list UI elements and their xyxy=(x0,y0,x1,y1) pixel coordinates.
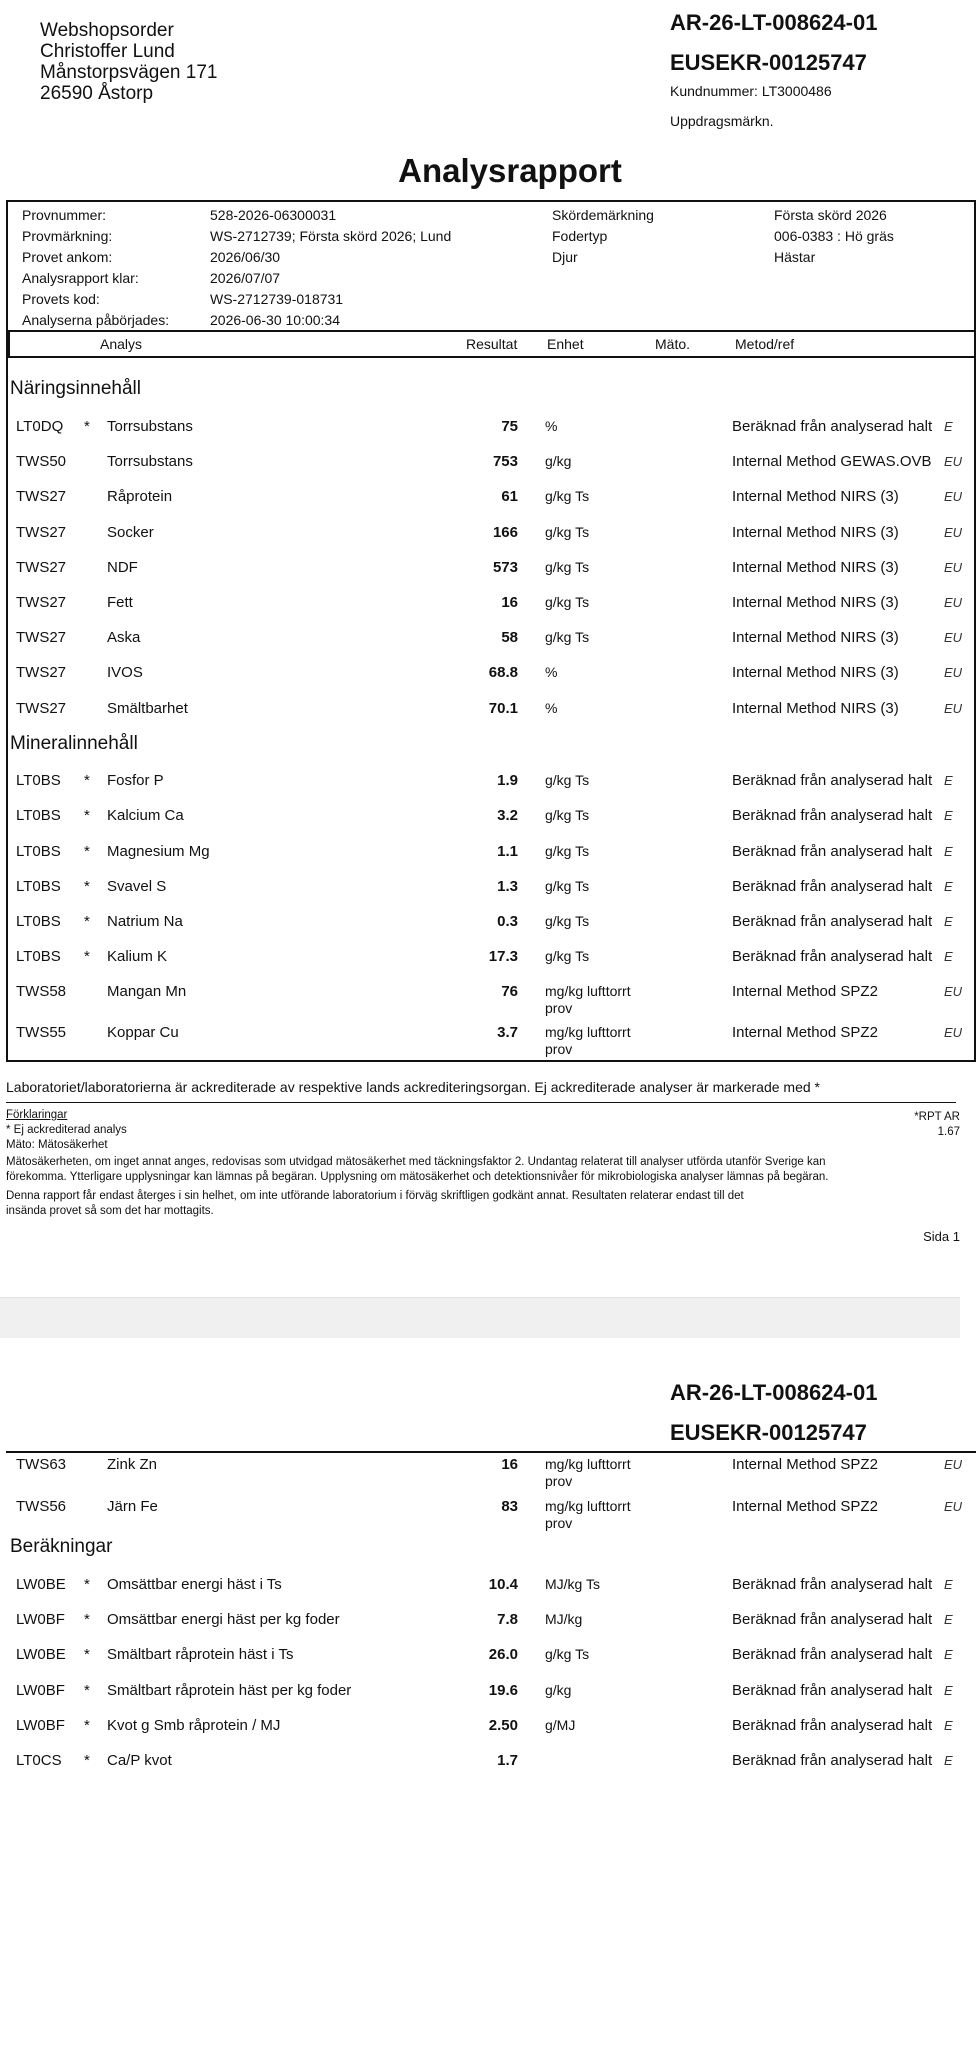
rpt-code xyxy=(914,1110,960,1140)
method-ref: Internal Method GEWAS.OVB xyxy=(732,453,932,471)
info-value: 2026-06-30 10:00:34 xyxy=(210,312,340,328)
analysis-name: Aska xyxy=(107,629,141,647)
result-value: 70.1 xyxy=(488,699,518,717)
page-title: Analysrapport xyxy=(398,152,622,189)
analysis-name: Fosfor P xyxy=(107,772,164,789)
unit xyxy=(545,418,557,435)
method-ref: Beräknad från analyserad halt xyxy=(732,843,933,860)
unit-line: prov xyxy=(545,1000,573,1016)
accreditation-mark: E xyxy=(944,914,953,929)
table-row xyxy=(0,1024,963,1060)
accreditation-mark: EU xyxy=(944,454,963,470)
report-id: AR-26-LT-008624-01 xyxy=(670,10,878,35)
section-heading: Näringsinnehåll xyxy=(10,378,141,399)
analysis-code: LW0BF xyxy=(16,1611,65,1629)
analysis-code: LW0BE xyxy=(16,1646,66,1664)
method-ref: Internal Method SPZ2 xyxy=(732,1498,878,1515)
legend-line: Denna rapport får endast återges i sin helhet, om inte utförande laboratorium i förväg skriftligen godkänt annat. Resultaten relaterar endast till det xyxy=(6,1190,744,1202)
analysis-code: TWS27 xyxy=(16,664,67,682)
non-accredited-marker: * xyxy=(84,418,90,435)
accreditation-mark: EU xyxy=(944,665,963,681)
analysis-code: LW0BF xyxy=(16,1716,65,1734)
rpt-line: *RPT AR xyxy=(914,1111,960,1123)
legend-line: * Ej ackrediterad analys xyxy=(6,1124,127,1136)
accreditation-mark: E xyxy=(944,1682,953,1698)
unit-line: mg/kg lufttorrt xyxy=(545,1456,631,1472)
unit-line: % xyxy=(545,664,558,681)
page-gap xyxy=(0,1297,960,1338)
method-ref: Internal Method NIRS (3) xyxy=(732,629,899,647)
analysis-name: Koppar Cu xyxy=(107,1024,179,1041)
col-enhet: Enhet xyxy=(547,336,584,352)
info-value: 006-0383 : Hö gräs xyxy=(774,228,894,244)
rpt-line: 1.67 xyxy=(937,1126,960,1138)
result-value: 7.8 xyxy=(497,1611,518,1629)
non-accredited-marker: * xyxy=(84,1576,90,1593)
analysis-name: Socker xyxy=(107,523,154,541)
method-ref: Beräknad från analyserad halt xyxy=(732,1752,933,1769)
result-value: 1.3 xyxy=(497,878,518,895)
table-row xyxy=(0,664,963,700)
result-value: 83 xyxy=(501,1498,518,1515)
result-value: 1.7 xyxy=(497,1752,518,1769)
accreditation-mark: EU xyxy=(944,524,963,540)
unit-line: g/kg Ts xyxy=(545,913,590,929)
table-row xyxy=(0,1498,963,1534)
sender-address xyxy=(40,20,217,104)
unit-line: g/kg xyxy=(545,1681,572,1698)
legend xyxy=(6,1102,956,1219)
result-value: 166 xyxy=(492,523,518,541)
result-value: 1.1 xyxy=(497,843,518,860)
non-accredited-marker: * xyxy=(84,948,90,965)
unit-line: MJ/kg Ts xyxy=(545,1576,600,1592)
unit-line: g/kg Ts xyxy=(545,488,590,505)
result-value: 1.9 xyxy=(497,772,518,789)
table-row xyxy=(0,913,960,949)
analysis-code: TWS63 xyxy=(16,1456,67,1473)
table-row xyxy=(0,878,960,914)
unit-line: g/kg Ts xyxy=(545,807,590,823)
result-value: 2.50 xyxy=(488,1716,518,1734)
table-row xyxy=(0,1646,960,1682)
unit-line: mg/kg lufttorrt xyxy=(545,1498,631,1514)
table-row xyxy=(0,772,960,808)
unit-line: g/kg Ts xyxy=(545,1646,590,1663)
unit-line: MJ/kg xyxy=(545,1611,583,1628)
result-value: 68.8 xyxy=(488,664,518,682)
non-accredited-marker: * xyxy=(84,807,90,824)
col-metod: Metod/ref xyxy=(735,336,795,352)
analysis-code: TWS56 xyxy=(16,1498,67,1515)
unit xyxy=(545,1456,631,1490)
table-row xyxy=(0,807,960,843)
unit-line: g/kg Ts xyxy=(545,523,590,540)
result-value: 3.7 xyxy=(497,1024,518,1041)
analysis-code: TWS27 xyxy=(16,488,67,506)
method-ref: Internal Method SPZ2 xyxy=(732,1024,878,1041)
non-accredited-marker: * xyxy=(84,1681,90,1699)
info-label: Provnummer: xyxy=(22,207,107,223)
unit xyxy=(545,843,589,860)
result-value: 19.6 xyxy=(488,1681,518,1699)
accreditation-mark: E xyxy=(944,1577,953,1592)
info-value: 2026/06/30 xyxy=(210,249,281,265)
non-accredited-marker: * xyxy=(84,843,90,860)
method-ref: Internal Method NIRS (3) xyxy=(732,488,899,506)
method-ref: Beräknad från analyserad halt xyxy=(732,878,933,895)
unit xyxy=(545,878,589,895)
analysis-code: TWS58 xyxy=(16,983,67,1000)
method-ref: Internal Method SPZ2 xyxy=(732,1456,878,1473)
accreditation-mark: EU xyxy=(944,1457,963,1472)
method-ref: Beräknad från analyserad halt xyxy=(732,1716,933,1734)
report-page-2 xyxy=(0,1338,963,2059)
method-ref: Internal Method NIRS (3) xyxy=(732,594,899,611)
column-header xyxy=(8,330,974,358)
result-value: 16 xyxy=(501,1456,518,1473)
analysis-name: Torrsubstans xyxy=(107,453,193,471)
unit-line: prov xyxy=(545,1473,573,1489)
info-label: Analyserna påbörjades: xyxy=(22,312,170,328)
assignment-label: Uppdragsmärkn. xyxy=(670,113,774,129)
result-value: 3.2 xyxy=(497,807,518,824)
unit xyxy=(545,913,589,930)
analysis-name: IVOS xyxy=(107,664,143,682)
analysis-code: TWS27 xyxy=(16,594,67,611)
analysis-name: Omsättbar energi häst i Ts xyxy=(107,1576,282,1593)
accreditation-mark: E xyxy=(944,1647,953,1663)
legend-heading: Förklaringar xyxy=(6,1109,68,1121)
unit-line: % xyxy=(545,418,558,434)
legend-line: förekomma. Ytterligare upplysningar kan lämnas på begäran. Upplysning om mätosäkerhet och detektionsnivåer för mikrobiologiska analyser lämnas på begäran. xyxy=(6,1171,829,1183)
unit xyxy=(545,559,589,576)
analysis-name: NDF xyxy=(107,558,138,576)
method-ref: Beräknad från analyserad halt xyxy=(732,1646,933,1664)
info-label: Provets kod: xyxy=(22,291,100,307)
unit xyxy=(545,594,589,611)
info-right-values xyxy=(774,205,894,268)
analysis-code: LT0CS xyxy=(16,1752,62,1769)
info-label: Fodertyp xyxy=(552,228,608,244)
info-label: Provet ankom: xyxy=(22,249,113,265)
result-value: 0.3 xyxy=(497,913,518,930)
info-right-labels xyxy=(552,205,654,268)
table-row xyxy=(0,1456,963,1492)
non-accredited-marker: * xyxy=(84,1646,90,1664)
analysis-name: Zink Zn xyxy=(107,1456,158,1473)
method-ref: Internal Method NIRS (3) xyxy=(732,664,899,682)
unit-line: prov xyxy=(545,1041,573,1057)
table-row xyxy=(0,1717,960,1753)
section-heading: Mineralinnehåll xyxy=(10,733,138,754)
analysis-name: Svavel S xyxy=(107,878,167,895)
unit-line: g/MJ xyxy=(545,1716,576,1733)
result-value: 17.3 xyxy=(488,948,518,965)
col-analys: Analys xyxy=(100,336,143,352)
unit xyxy=(545,807,589,824)
unit xyxy=(545,488,589,505)
accreditation-mark: E xyxy=(944,844,953,859)
analysis-name: Omsättbar energi häst per kg foder xyxy=(107,1611,340,1629)
info-left-values xyxy=(210,205,451,331)
method-ref: Beräknad från analyserad halt xyxy=(732,1576,933,1593)
method-ref: Beräknad från analyserad halt xyxy=(732,948,933,965)
sample-id: EUSEKR-00125747 xyxy=(670,50,867,75)
method-ref: Beräknad från analyserad halt xyxy=(732,418,933,435)
table-row xyxy=(0,1752,960,1788)
analysis-code: LT0BS xyxy=(16,948,61,965)
customer-number: Kundnummer: LT3000486 xyxy=(670,83,832,99)
analysis-code: TWS55 xyxy=(16,1024,67,1041)
analysis-name: Smältbarhet xyxy=(107,699,188,717)
accreditation-mark: EU xyxy=(944,700,963,716)
legend-line: Mäto: Mätosäkerhet xyxy=(6,1139,108,1151)
method-ref: Beräknad från analyserad halt xyxy=(732,1681,933,1699)
report-references xyxy=(670,1380,960,1446)
unit-line: % xyxy=(545,699,558,716)
legend-line: insända provet så som det har mottagits. xyxy=(6,1205,214,1217)
accreditation-note: Laboratoriet/laboratorierna är ackrediterade av respektive lands ackrediteringsorgan. Ej ackrediterade analyser är markerade med * xyxy=(6,1079,820,1095)
unit-line: mg/kg lufttorrt xyxy=(545,983,631,999)
info-left-labels xyxy=(22,205,169,331)
method-ref: Beräknad från analyserad halt xyxy=(732,1611,933,1629)
method-ref: Beräknad från analyserad halt xyxy=(732,913,933,930)
accreditation-mark: E xyxy=(944,879,953,894)
table-row xyxy=(0,558,963,595)
table-row xyxy=(0,948,960,984)
unit xyxy=(545,1682,571,1699)
info-label: Analysrapport klar: xyxy=(22,270,139,286)
method-ref: Internal Method SPZ2 xyxy=(732,983,878,1000)
accreditation-mark: E xyxy=(944,773,953,788)
table-row xyxy=(0,699,963,736)
sender-line: 26590 Åstorp xyxy=(40,83,154,104)
table-top-rule xyxy=(6,1451,976,1453)
info-value: WS-2712739-018731 xyxy=(210,291,344,307)
analysis-name: Ca/P kvot xyxy=(107,1752,172,1769)
accreditation-mark: E xyxy=(944,808,953,823)
analysis-code: LT0DQ xyxy=(16,418,64,435)
analysis-name: Kvot g Smb råprotein / MJ xyxy=(107,1716,281,1734)
col-resultat: Resultat xyxy=(466,336,518,352)
unit xyxy=(545,1498,631,1532)
report-id: AR-26-LT-008624-01 xyxy=(670,1380,878,1405)
analysis-name: Fett xyxy=(107,594,133,611)
result-value: 75 xyxy=(501,418,518,435)
result-value: 10.4 xyxy=(488,1576,518,1593)
result-value: 76 xyxy=(501,983,518,1000)
sender-line: Webshopsorder xyxy=(40,20,174,41)
unit-line: g/kg Ts xyxy=(545,772,590,788)
analysis-name: Råprotein xyxy=(107,488,173,506)
non-accredited-marker: * xyxy=(84,1611,90,1629)
info-label: Skördemärkning xyxy=(552,207,654,223)
result-value: 26.0 xyxy=(488,1646,518,1664)
non-accredited-marker: * xyxy=(84,772,90,789)
info-label: Djur xyxy=(552,249,578,265)
info-value: 528-2026-06300031 xyxy=(210,207,337,223)
result-value: 16 xyxy=(501,594,518,611)
unit xyxy=(545,1646,589,1663)
unit xyxy=(545,524,589,541)
page-number: Sida 1 xyxy=(923,1229,960,1244)
analysis-code: TWS27 xyxy=(16,699,67,717)
analysis-code: LT0BS xyxy=(16,843,61,860)
result-value: 61 xyxy=(501,488,518,506)
analysis-name: Kalcium Ca xyxy=(107,807,184,824)
accreditation-mark: E xyxy=(944,419,953,434)
accreditation-mark: E xyxy=(944,1717,953,1733)
non-accredited-marker: * xyxy=(84,878,90,895)
unit xyxy=(545,664,557,681)
method-ref: Internal Method NIRS (3) xyxy=(732,523,899,541)
table-row xyxy=(0,453,963,489)
unit xyxy=(545,1576,600,1593)
analysis-name: Natrium Na xyxy=(107,913,183,930)
info-value: 2026/07/07 xyxy=(210,270,281,286)
analysis-code: TWS27 xyxy=(16,523,67,541)
analysis-name: Magnesium Mg xyxy=(107,843,210,860)
unit xyxy=(545,983,631,1017)
sender-line: Månstorpsvägen 171 xyxy=(40,62,218,83)
method-ref: Internal Method NIRS (3) xyxy=(732,699,899,717)
unit-line: g/kg Ts xyxy=(545,558,590,575)
info-value: Första skörd 2026 xyxy=(774,207,887,223)
table-row xyxy=(0,1682,960,1718)
accreditation-mark: EU xyxy=(944,984,963,999)
unit xyxy=(545,1024,631,1058)
unit xyxy=(545,1611,582,1628)
table-row xyxy=(0,1611,960,1647)
accreditation-mark: E xyxy=(944,949,953,964)
accreditation-mark: E xyxy=(944,1612,953,1628)
unit-line: g/kg xyxy=(545,453,572,470)
unit-line: g/kg Ts xyxy=(545,629,590,646)
analysis-code: LT0BS xyxy=(16,772,61,789)
table-row xyxy=(0,983,963,1019)
analysis-code: LT0BS xyxy=(16,807,61,824)
info-label: Provmärkning: xyxy=(22,228,113,244)
unit-line: prov xyxy=(545,1515,573,1531)
accreditation-mark: EU xyxy=(944,559,963,575)
analysis-name: Järn Fe xyxy=(107,1498,158,1515)
table-row xyxy=(0,843,960,879)
non-accredited-marker: * xyxy=(84,1752,90,1769)
unit xyxy=(545,629,589,646)
accreditation-mark: EU xyxy=(944,630,963,646)
accreditation-mark: EU xyxy=(944,1499,963,1514)
analysis-name: Smältbart råprotein häst per kg foder xyxy=(107,1681,352,1699)
analysis-name: Kalium K xyxy=(107,948,168,965)
method-ref: Beräknad från analyserad halt xyxy=(732,807,933,824)
legend-line: Mätosäkerheten, om inget annat anges, redovisas som utvidgad mätosäkerhet med täckningsfaktor 2. Undantag relaterat till analyser utförda utanför Sverige kan xyxy=(6,1156,826,1168)
method-ref: Beräknad från analyserad halt xyxy=(732,772,933,789)
analysis-code: TWS50 xyxy=(16,453,67,471)
unit-line: g/kg Ts xyxy=(545,878,590,894)
unit-line: mg/kg lufttorrt xyxy=(545,1024,631,1040)
sample-id: EUSEKR-00125747 xyxy=(670,1420,867,1445)
unit-line: g/kg Ts xyxy=(545,594,590,610)
unit xyxy=(545,453,571,470)
report-references xyxy=(670,10,960,130)
method-ref: Internal Method NIRS (3) xyxy=(732,558,899,576)
analysis-name: Mangan Mn xyxy=(107,983,187,1000)
analysis-code: TWS27 xyxy=(16,629,67,647)
analysis-name: Torrsubstans xyxy=(107,418,193,435)
result-value: 753 xyxy=(492,453,518,471)
non-accredited-marker: * xyxy=(84,913,90,930)
unit-line: g/kg Ts xyxy=(545,843,590,859)
result-value: 573 xyxy=(492,558,518,576)
info-value: Hästar xyxy=(774,249,816,265)
col-mato: Mäto. xyxy=(655,336,691,352)
accreditation-mark: EU xyxy=(944,595,963,610)
analysis-code: LT0BS xyxy=(16,878,61,895)
table-row xyxy=(0,418,960,454)
unit xyxy=(545,772,589,789)
accreditation-mark: EU xyxy=(944,489,963,505)
table-row xyxy=(0,1576,960,1612)
table-row xyxy=(0,594,963,630)
section-heading: Beräkningar xyxy=(10,1536,113,1557)
sender-line: Christoffer Lund xyxy=(40,41,175,62)
non-accredited-marker: * xyxy=(84,1716,90,1734)
analysis-code: LW0BE xyxy=(16,1576,66,1593)
accreditation-mark: EU xyxy=(944,1025,963,1040)
result-value: 58 xyxy=(501,629,518,647)
accreditation-mark: E xyxy=(944,1753,953,1768)
unit xyxy=(545,700,557,717)
analysis-code: TWS27 xyxy=(16,558,67,576)
info-value: WS-2712739; Första skörd 2026; Lund xyxy=(210,228,452,244)
unit xyxy=(545,1717,575,1734)
table-row xyxy=(0,523,963,560)
analysis-code: LT0BS xyxy=(16,913,61,930)
table-row xyxy=(0,629,963,665)
analysis-name: Smältbart råprotein häst i Ts xyxy=(107,1646,294,1664)
table-row xyxy=(0,488,963,524)
unit-line: g/kg Ts xyxy=(545,948,590,964)
unit xyxy=(545,948,589,965)
analysis-code: LW0BF xyxy=(16,1681,65,1699)
